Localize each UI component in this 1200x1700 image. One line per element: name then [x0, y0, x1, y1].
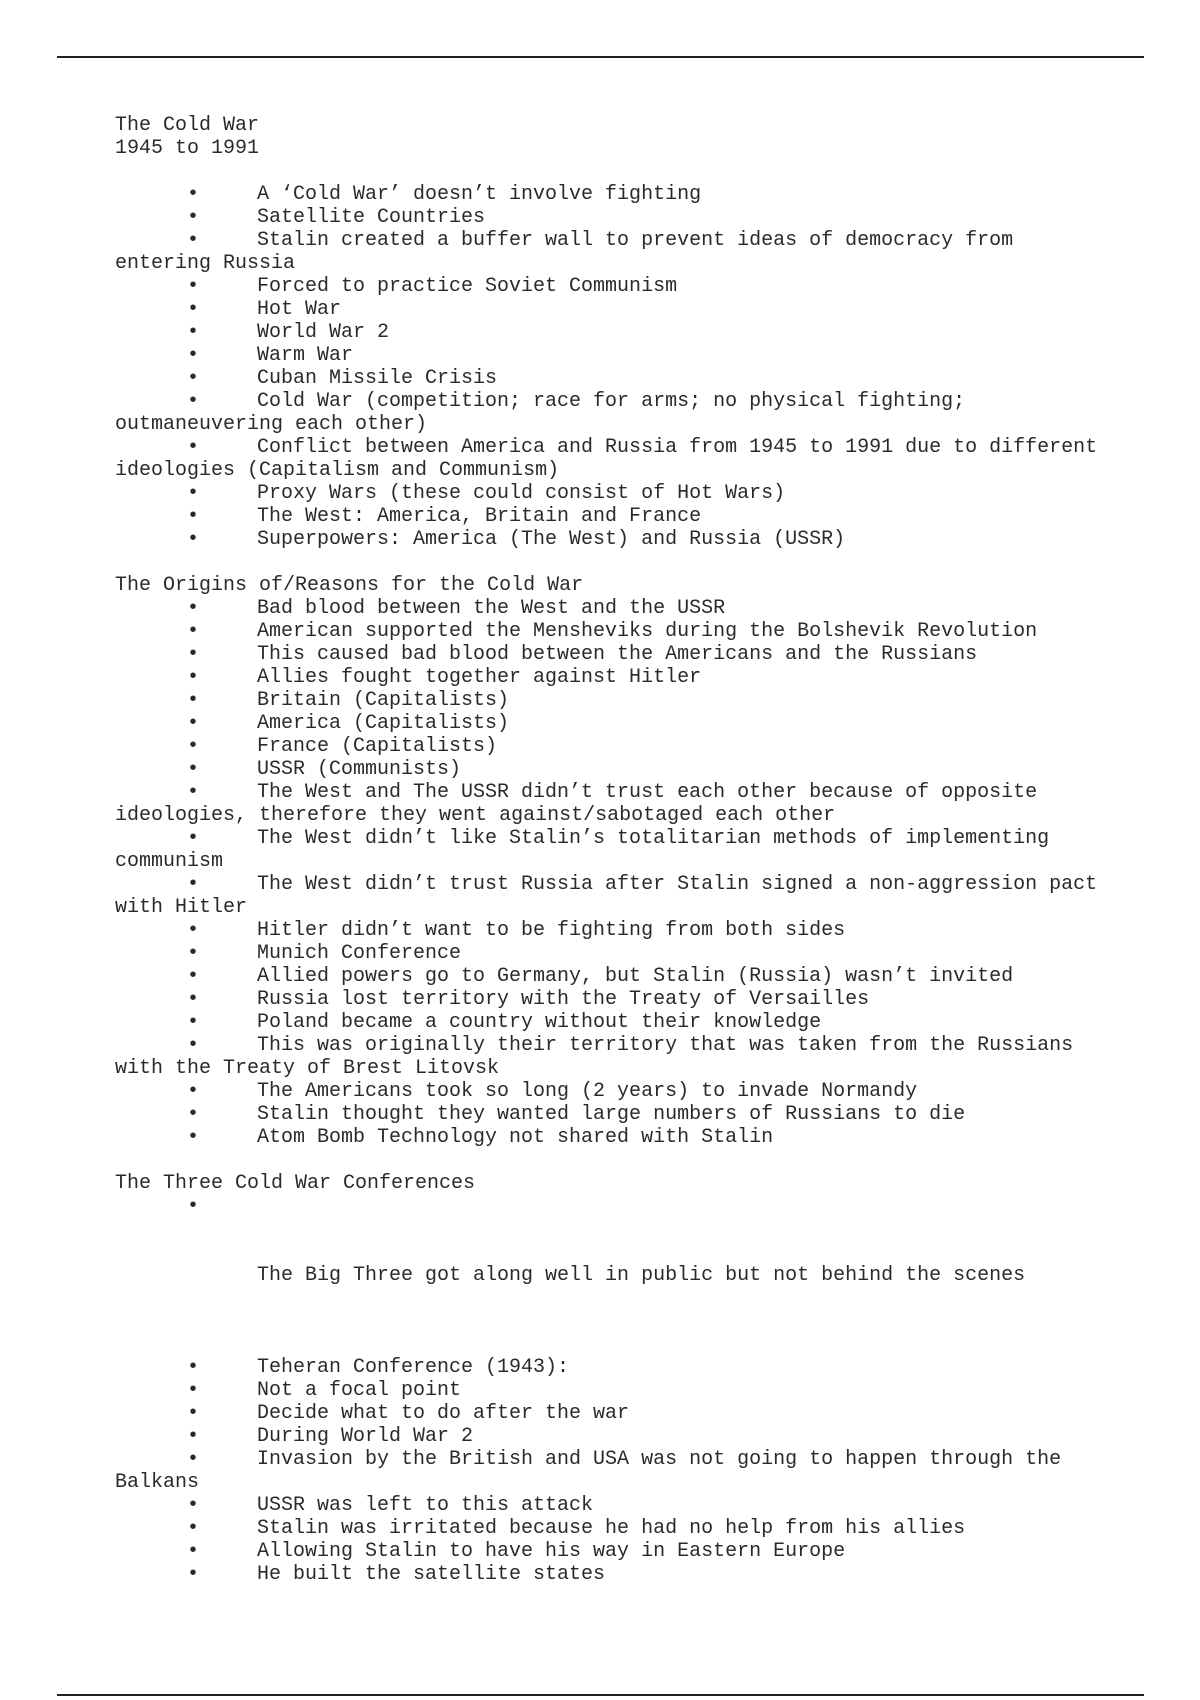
- bullet-icon: •: [187, 827, 200, 850]
- list-item: [115, 1494, 1155, 1517]
- list-item-text: Cuban Missile Crisis: [257, 367, 498, 390]
- bullet-icon: •: [187, 482, 200, 505]
- bullet-icon: •: [187, 183, 200, 206]
- list-item-text: Forced to practice Soviet Communism: [257, 275, 678, 298]
- list-item-text: Cold War (competition; race for arms; no physical fighting;: [257, 390, 966, 413]
- list-item: [115, 505, 1155, 528]
- list-item: [115, 1517, 1155, 1540]
- list-item-text: Conflict between America and Russia from 1945 to 1991 due to different: [257, 436, 1098, 459]
- list-item: [115, 643, 1155, 666]
- list-item-text: During World War 2: [257, 1425, 474, 1448]
- list-item-text: The West and The USSR didn’t trust each other because of opposite: [257, 781, 1038, 804]
- list-item-text: This was originally their territory that was taken from the Russians: [257, 1034, 1074, 1057]
- list-item: [115, 275, 1155, 298]
- bullet-icon: •: [187, 1195, 200, 1218]
- list-item-continuation: entering Russia: [115, 252, 296, 275]
- bullet-icon: •: [187, 528, 200, 551]
- document-page: [115, 114, 1155, 1586]
- origins-heading: The Origins of/Reasons for the Cold War: [115, 574, 584, 597]
- list-item-text: Allies fought together against Hitler: [257, 666, 702, 689]
- bullet-icon: •: [187, 1034, 200, 1057]
- list-item-text: American supported the Mensheviks during the Bolshevik Revolution: [257, 620, 1038, 643]
- list-item: [115, 1080, 1155, 1103]
- list-item-text: Hitler didn’t want to be fighting from both sides: [257, 919, 846, 942]
- bullet-icon: •: [187, 367, 200, 390]
- list-item-text: Stalin was irritated because he had no help from his allies: [257, 1517, 966, 1540]
- list-item: [115, 1563, 1155, 1586]
- spacer: [115, 1149, 1155, 1172]
- list-item-text: Atom Bomb Technology not shared with Stalin: [257, 1126, 774, 1149]
- list-item-text: Stalin created a buffer wall to prevent ideas of democracy from: [257, 229, 1014, 252]
- list-item: [115, 919, 1155, 942]
- list-item: [115, 965, 1155, 988]
- bullet-icon: •: [187, 229, 200, 252]
- list-item: [115, 735, 1155, 758]
- list-item-text: France (Capitalists): [257, 735, 498, 758]
- bullet-icon: •: [187, 735, 200, 758]
- list-item-text: This caused bad blood between the Americans and the Russians: [257, 643, 978, 666]
- conferences-heading: The Three Cold War Conferences: [115, 1172, 476, 1195]
- list-item: [115, 1540, 1155, 1563]
- document-dates: 1945 to 1991: [115, 137, 260, 160]
- list-item-text: America (Capitalists): [257, 712, 510, 735]
- list-item: [115, 1448, 1155, 1494]
- bullet-icon: •: [187, 597, 200, 620]
- list-item-text: Superpowers: America (The West) and Russia (USSR): [257, 528, 846, 551]
- list-item: [115, 827, 1155, 873]
- list-item-continuation: Balkans: [115, 1471, 200, 1494]
- spacer: [115, 160, 1155, 183]
- list-item: [115, 436, 1155, 482]
- list-item-text: Satellite Countries: [257, 206, 486, 229]
- list-item: [115, 1126, 1155, 1149]
- list-item-text: Warm War: [257, 344, 354, 367]
- list-item: [115, 1011, 1155, 1034]
- bullet-icon: •: [187, 666, 200, 689]
- list-item: [115, 1103, 1155, 1126]
- list-item: [115, 620, 1155, 643]
- list-item-text: USSR (Communists): [257, 758, 462, 781]
- bullet-icon: •: [187, 1448, 200, 1471]
- bullet-icon: •: [187, 781, 200, 804]
- origins-list: [115, 597, 1155, 1149]
- list-item: [115, 367, 1155, 390]
- list-item-continuation: outmaneuvering each other): [115, 413, 428, 436]
- bullet-icon: •: [187, 1080, 200, 1103]
- spacer: [115, 551, 1155, 574]
- bullet-icon: •: [187, 275, 200, 298]
- list-item-continuation: ideologies, therefore they went against/sabotaged each other: [115, 804, 836, 827]
- bullet-icon: •: [187, 873, 200, 896]
- list-item-text: Stalin thought they wanted large numbers of Russians to die: [257, 1103, 966, 1126]
- bullet-icon: •: [187, 1379, 200, 1402]
- list-item: [115, 206, 1155, 229]
- list-item: [115, 1425, 1155, 1448]
- list-item: [115, 1402, 1155, 1425]
- list-item-text: The West didn’t like Stalin’s totalitarian methods of implementing: [257, 827, 1050, 850]
- teheran-list: [115, 1356, 1155, 1586]
- bullet-icon: •: [187, 965, 200, 988]
- list-item: [115, 1379, 1155, 1402]
- bullet-icon: •: [187, 390, 200, 413]
- bullet-icon: •: [187, 1103, 200, 1126]
- list-item-continuation: communism: [115, 850, 224, 873]
- list-item-text: Hot War: [257, 298, 342, 321]
- list-item: [115, 666, 1155, 689]
- list-item-continuation: with the Treaty of Brest Litovsk: [115, 1057, 500, 1080]
- list-item-text: World War 2: [257, 321, 390, 344]
- bullet-icon: •: [187, 206, 200, 229]
- list-item: [115, 689, 1155, 712]
- bullet-icon: •: [187, 1011, 200, 1034]
- list-item: [115, 758, 1155, 781]
- list-item: [115, 781, 1155, 827]
- list-item: [115, 528, 1155, 551]
- list-item-text: Munich Conference: [257, 942, 462, 965]
- bullet-icon: •: [187, 919, 200, 942]
- list-item-text: Not a focal point: [257, 1379, 462, 1402]
- top-rule: [57, 56, 1144, 58]
- bottom-rule: [57, 1694, 1144, 1696]
- bullet-icon: •: [187, 1126, 200, 1149]
- list-item-text: He built the satellite states: [257, 1563, 606, 1586]
- list-item-text: Britain (Capitalists): [257, 689, 510, 712]
- spacer: [115, 1333, 1155, 1356]
- list-item: [115, 344, 1155, 367]
- list-item: [115, 712, 1155, 735]
- list-item-text: Bad blood between the West and the USSR: [257, 597, 726, 620]
- bullet-icon: •: [187, 1425, 200, 1448]
- bullet-icon: •: [187, 1356, 200, 1379]
- bullet-icon: •: [187, 298, 200, 321]
- list-item-text: Allied powers go to Germany, but Stalin (Russia) wasn’t invited: [257, 965, 1014, 988]
- list-item: [115, 482, 1155, 505]
- list-item-text: Invasion by the British and USA was not going to happen through the: [257, 1448, 1062, 1471]
- list-item-text: The Americans took so long (2 years) to invade Normandy: [257, 1080, 918, 1103]
- list-item-text: Decide what to do after the war: [257, 1402, 630, 1425]
- list-item-text: Proxy Wars (these could consist of Hot Wars): [257, 482, 786, 505]
- bullet-icon: •: [187, 758, 200, 781]
- bullet-icon: •: [187, 1540, 200, 1563]
- bullet-icon: •: [187, 1402, 200, 1425]
- bullet-icon: •: [187, 344, 200, 367]
- bullet-icon: •: [187, 712, 200, 735]
- list-item-text: A ‘Cold War’ doesn’t involve fighting: [257, 183, 702, 206]
- list-item-text: The West didn’t trust Russia after Stalin signed a non-aggression pact: [257, 873, 1098, 896]
- list-item: [115, 321, 1155, 344]
- list-item: [115, 229, 1155, 275]
- list-item-continuation: with Hitler: [115, 896, 248, 919]
- list-item-text: Teheran Conference (1943):: [257, 1356, 570, 1379]
- bullet-icon: •: [187, 436, 200, 459]
- bullet-icon: •: [187, 620, 200, 643]
- list-item: [115, 942, 1155, 965]
- list-item: [115, 1356, 1155, 1379]
- list-item-text: Poland became a country without their knowledge: [257, 1011, 822, 1034]
- list-item-text: Allowing Stalin to have his way in Eastern Europe: [257, 1540, 846, 1563]
- bullet-icon: •: [187, 942, 200, 965]
- document-title: The Cold War: [115, 114, 260, 137]
- list-item: [115, 988, 1155, 1011]
- list-item-text: USSR was left to this attack: [257, 1494, 594, 1517]
- list-item-text: The West: America, Britain and France: [257, 505, 702, 528]
- intro-list: [115, 183, 1155, 551]
- bullet-icon: •: [187, 1494, 200, 1517]
- list-item: [115, 597, 1155, 620]
- bullet-icon: •: [187, 988, 200, 1011]
- bullet-icon: •: [187, 1517, 200, 1540]
- list-item-continuation: ideologies (Capitalism and Communism): [115, 459, 560, 482]
- bullet-icon: •: [187, 643, 200, 666]
- list-item: [115, 1195, 1155, 1333]
- list-item-text: The Big Three got along well in public but not behind the scenes: [257, 1264, 1026, 1287]
- list-item: [115, 1034, 1155, 1080]
- list-item: [115, 873, 1155, 919]
- list-item: [115, 298, 1155, 321]
- bullet-icon: •: [187, 505, 200, 528]
- bullet-icon: •: [187, 321, 200, 344]
- list-item: [115, 183, 1155, 206]
- bullet-icon: •: [187, 1563, 200, 1586]
- list-item: [115, 390, 1155, 436]
- bullet-icon: •: [187, 689, 200, 712]
- list-item-text: Russia lost territory with the Treaty of Versailles: [257, 988, 870, 1011]
